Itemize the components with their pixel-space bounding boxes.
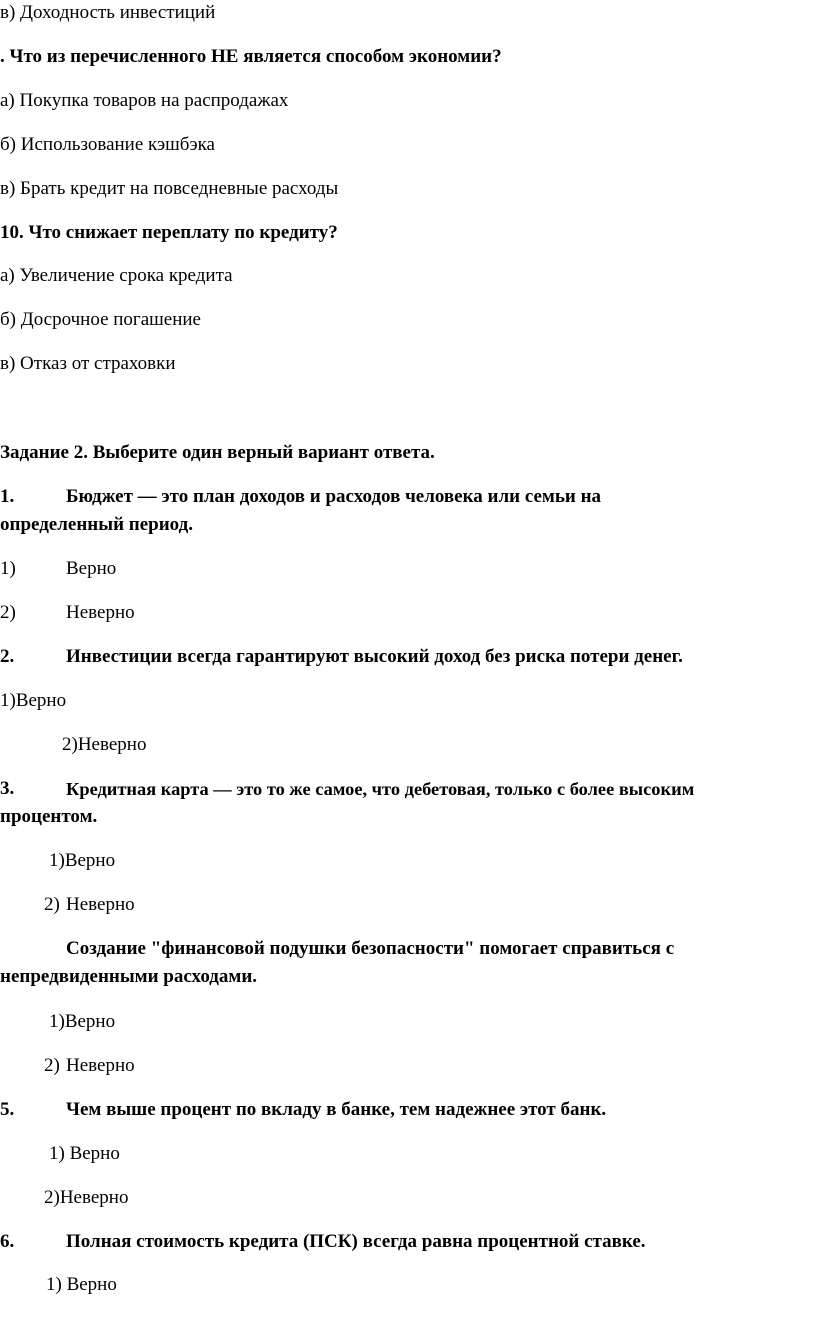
question-1-option-true: Верно xyxy=(66,558,117,579)
question-10-option-b: б) Досрочное погашение xyxy=(0,309,201,330)
question-2-option-false: 2)Неверно xyxy=(62,734,147,755)
question-1-text-cont: определенный период. xyxy=(0,514,193,535)
question-6-text: Полная стоимость кредита (ПСК) всегда равна процентной ставке. xyxy=(66,1231,646,1252)
question-number: 2. xyxy=(0,646,15,667)
question-10: 10. Что снижает переплату по кредиту? xyxy=(0,222,338,243)
question-6-option-true: 1) Верно xyxy=(46,1274,117,1295)
question-10-option-a: а) Увеличение срока кредита xyxy=(0,265,233,286)
option-number: 1) xyxy=(0,558,16,579)
answer-option-v: в) Доходность инвестиций xyxy=(0,2,216,23)
task-2-heading: Задание 2. Выберите один верный вариант ответа. xyxy=(0,442,435,463)
question-10-option-c: в) Отказ от страховки xyxy=(0,353,176,374)
question-2-text: Инвестиции всегда гарантируют высокий доход без риска потери денег. xyxy=(66,646,683,667)
question-4-text: Создание "финансовой подушки безопасности" помогает справиться с xyxy=(66,938,675,959)
question-9: . Что из перечисленного НЕ является способом экономии? xyxy=(0,46,502,67)
question-5-option-false: 2)Неверно xyxy=(44,1187,129,1208)
question-4-option-true: 1)Верно xyxy=(49,1011,116,1032)
option-number: 2) xyxy=(44,1055,60,1076)
option-number: 2) xyxy=(0,602,16,623)
question-1-text: Бюджет — это план доходов и расходов человека или семьи на xyxy=(66,486,602,507)
question-3-text: Кредитная карта — это то же самое, что дебетовая, только с более высоким xyxy=(66,779,695,799)
question-5-text: Чем выше процент по вкладу в банке, тем надежнее этот банк. xyxy=(66,1099,607,1120)
question-4-option-false: Неверно xyxy=(66,1055,135,1076)
question-2-option-true: 1)Верно xyxy=(0,690,67,711)
option-number: 2) xyxy=(44,894,60,915)
question-5-option-true: 1) Верно xyxy=(49,1143,120,1164)
question-number: 3. xyxy=(0,778,15,799)
question-4-text-cont: непредвиденными расходами. xyxy=(0,966,258,987)
question-3-text-cont: процентом. xyxy=(0,806,98,827)
question-3-option-true: 1)Верно xyxy=(49,850,116,871)
question-9-option-c: в) Брать кредит на повседневные расходы xyxy=(0,178,339,199)
question-number: 6. xyxy=(0,1231,15,1252)
question-3-option-false: Неверно xyxy=(66,894,135,915)
question-1-option-false: Неверно xyxy=(66,602,135,623)
question-number: 5. xyxy=(0,1099,15,1120)
question-number: 1. xyxy=(0,486,15,507)
question-9-option-a: а) Покупка товаров на распродажах xyxy=(0,90,289,111)
question-9-option-b: б) Использование кэшбэка xyxy=(0,134,215,155)
